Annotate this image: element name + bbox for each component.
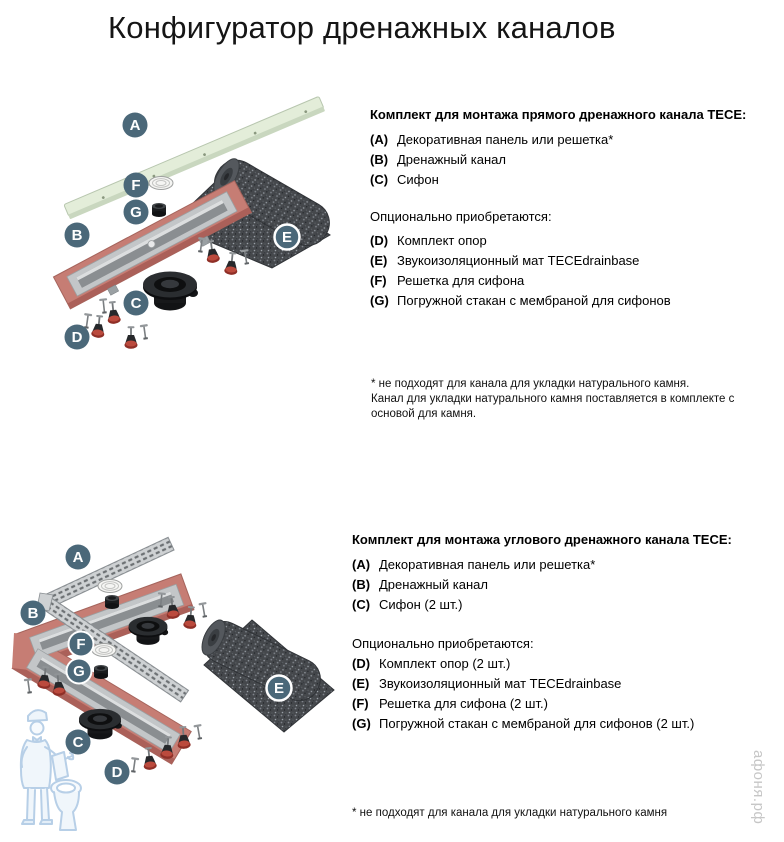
item-key: (G) — [370, 292, 389, 308]
part-badge-A — [123, 113, 148, 138]
badge-letter: C — [130, 295, 142, 312]
part-badge-F — [69, 632, 94, 657]
item-key: (E) — [370, 252, 388, 268]
badge-letter: E — [273, 680, 285, 697]
straight-kit-optional-list — [370, 230, 782, 310]
siphon-grate-art — [149, 177, 173, 190]
part-badge-F — [124, 173, 149, 198]
part-badge-D — [65, 325, 90, 350]
siphon-grate-art — [92, 644, 116, 657]
part-badge-D — [105, 760, 130, 785]
membrane-cup-art — [105, 595, 119, 609]
part-badge-G — [124, 200, 149, 225]
item-label: Решетка для сифона — [397, 272, 525, 288]
corner-kit-optional-list — [352, 653, 764, 733]
soundproof-mat-art — [196, 615, 334, 732]
list-item — [352, 554, 764, 574]
siphon-art — [143, 272, 198, 311]
item-label: Дренажный канал — [379, 576, 488, 592]
part-badge-E — [275, 225, 300, 250]
siphon-grate-art — [98, 580, 122, 593]
badge-letter: B — [71, 227, 83, 244]
corner-kit-heading: Комплект для монтажа углового дренажного канала TECE: — [352, 532, 732, 547]
item-label: Сифон (2 шт.) — [379, 596, 463, 612]
badge-letter: F — [76, 636, 86, 653]
item-label: Погружной стакан с мембраной для сифонов — [397, 292, 671, 308]
badge-letter: G — [73, 663, 85, 680]
item-key: (B) — [370, 151, 389, 167]
membrane-cup-art — [152, 203, 166, 217]
badge-letter: D — [71, 329, 83, 346]
item-label: Сифон — [397, 171, 439, 187]
part-badge-B — [65, 223, 90, 248]
diagram-corner-channel — [12, 537, 334, 830]
item-label: Декоративная панель или решетка* — [379, 556, 596, 572]
item-key: (G) — [352, 715, 371, 731]
part-badge-B — [21, 601, 46, 626]
item-key: (A) — [370, 131, 389, 147]
item-label: Решетка для сифона (2 шт.) — [379, 695, 548, 711]
item-key: (C) — [352, 596, 371, 612]
item-key: (F) — [370, 272, 387, 288]
item-key: (E) — [352, 675, 370, 691]
item-key: (B) — [352, 576, 371, 592]
list-item — [352, 693, 764, 713]
list-item — [370, 270, 782, 290]
straight-kit-footnote: * не подходят для канала для укладки натурального камня. Канал для укладки натурального камня поставляется в комплекте с основой для камня. — [371, 378, 735, 420]
badge-letter: E — [281, 229, 293, 246]
item-label: Комплект опор — [397, 232, 487, 248]
list-item — [370, 290, 782, 310]
badge-letter: C — [72, 734, 84, 751]
membrane-cup-art — [94, 665, 108, 679]
item-key: (F) — [352, 695, 369, 711]
badge-letter: D — [111, 764, 123, 781]
badge-letter: F — [131, 177, 141, 194]
part-badge-A — [66, 545, 91, 570]
list-item — [352, 653, 764, 673]
item-label: Звукоизоляционный мат TECEdrainbase — [379, 675, 622, 691]
list-item — [370, 129, 782, 149]
part-badge-C — [66, 730, 91, 755]
list-item — [352, 594, 764, 614]
list-item — [370, 169, 782, 189]
item-label: Звукоизоляционный мат TECEdrainbase — [397, 252, 640, 268]
list-item — [370, 250, 782, 270]
part-badge-E — [267, 676, 292, 701]
straight-kit-heading: Комплект для монтажа прямого дренажного канала TECE: — [370, 107, 747, 122]
plumber-mascot-watermark — [21, 710, 81, 830]
site-watermark: афоня.рф — [750, 750, 767, 825]
part-badge-G — [67, 659, 92, 684]
list-item — [352, 713, 764, 733]
list-item — [352, 673, 764, 693]
list-item — [370, 149, 782, 169]
siphon-art — [129, 617, 169, 645]
item-key: (C) — [370, 171, 389, 187]
list-item — [370, 230, 782, 250]
item-key: (A) — [352, 556, 371, 572]
part-badge-C — [124, 291, 149, 316]
item-key: (D) — [352, 655, 371, 671]
page-title: Конфигуратор дренажных каналов — [108, 10, 616, 45]
item-label: Дренажный канал — [397, 151, 506, 167]
item-label: Декоративная панель или решетка* — [397, 131, 614, 147]
badge-letter: A — [72, 549, 84, 566]
badge-letter: G — [130, 204, 142, 221]
item-label: Комплект опор (2 шт.) — [379, 655, 511, 671]
diagram-straight-channel — [53, 96, 337, 349]
optional-heading: Опционально приобретаются: — [370, 209, 552, 224]
item-label: Погружной стакан с мембраной для сифонов (2 шт.) — [379, 715, 695, 731]
corner-kit-text-block — [352, 532, 764, 733]
optional-heading: Опционально приобретаются: — [352, 636, 534, 651]
corner-kit-footnote: * не подходят для канала для укладки натурального камня — [352, 807, 668, 819]
corner-kit-included-list — [352, 554, 764, 614]
straight-kit-included-list — [370, 129, 782, 189]
badge-letter: B — [27, 605, 39, 622]
list-item — [352, 574, 764, 594]
item-key: (D) — [370, 232, 389, 248]
straight-kit-text-block — [370, 107, 782, 310]
badge-letter: A — [129, 117, 141, 134]
